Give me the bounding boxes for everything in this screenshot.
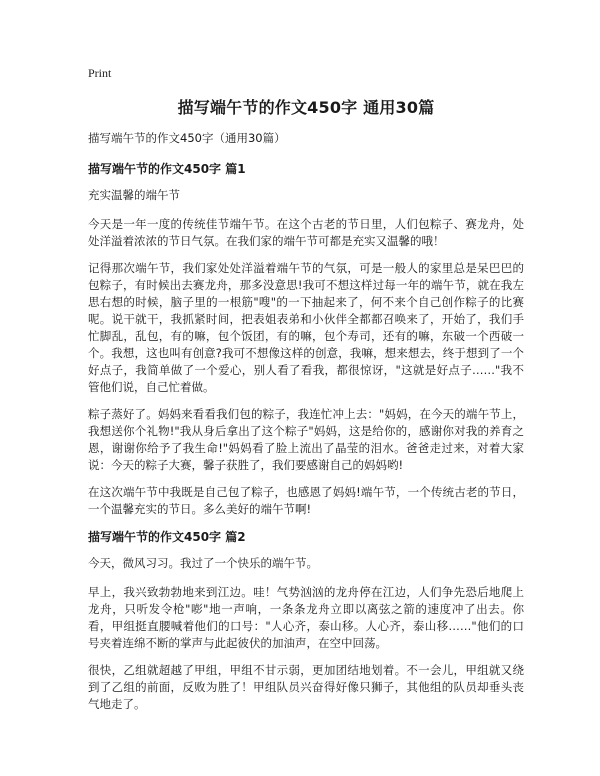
document-page [88,66,524,723]
section-heading-1: 描写端午节的作文450字 篇1 [88,162,246,176]
essay-1-paragraph: 今天是一年一度的传统佳节端午节。在这个古老的节日里，人们包粽子、赛龙舟，处处洋溢着浓浓的节日气氛。在我们家的端午节可都是充实又温馨的哦！ [88,217,524,248]
essay-1-paragraph: 在这次端午节中我既是自己包了粽子，也感恩了妈妈!端午节，一个传统古老的节日，一个温馨充实的节日。多么美好的端午节啊! [88,485,524,516]
essay-2-paragraph: 今天，微风习习。我过了一个快乐的端午节。 [88,556,318,570]
document-title: 描写端午节的作文450字 通用30篇 [177,98,435,117]
essay-1-paragraph: 粽子蒸好了。妈妈来看看我们包的粽子，我连忙冲上去："妈妈，在今天的端午节上，我想送你个礼物!"我从身后拿出了这个粽子"妈妈，这是给你的，感谢你对我的养育之恩，谢谢你给予了我生命!"妈妈看了脸上流出了晶莹的泪水。爸爸走过来，对着大家说：今天的粽子大赛，馨子获胜了，我们要感谢自己的妈妈哟! [88,407,524,472]
essay-2-paragraph: 早上，我兴致勃勃地来到江边。哇！气势汹汹的龙舟停在江边，人们争先恐后地爬上龙舟，只听发令枪"嘭"地一声响，一条条龙舟立即以离弦之箭的速度冲了出去。你看，甲组挺直腰喊着他们的口号："人心齐，泰山移。人心齐，泰山移……"他们的口号夹着连绵不断的掌声与此起彼伏的加油声，在空中回荡。 [88,585,524,650]
essay-1-title: 充实温馨的端午节 [88,188,180,202]
essay-2-paragraph: 很快，乙组就超越了甲组，甲组不甘示弱，更加团结地划着。不一会儿，甲组就又绕到了乙组的前面，反败为胜了！甲组队员兴奋得好像只狮子，其他组的队员却垂头丧气地走了。 [88,663,524,711]
print-label: Print [88,66,112,80]
section-heading-2: 描写端午节的作文450字 篇2 [88,530,246,544]
document-subtitle: 描写端午节的作文450字（通用30篇） [88,131,286,145]
essay-1-paragraph: 记得那次端午节，我们家处处洋溢着端午节的气氛，可是一般人的家里总是呆巴巴的包粽子，有时候出去赛龙舟，那多没意思!我可不想这样过每一年的端午节，就在我左思右想的时候，脑子里的一根筋"嗖"的一下抽起来了，何不来个自己创作粽子的比赛呢。说干就干，我抓紧时间，把表姐表弟和小伙伴全都都召唤来了，开始了，我们手忙脚乱，乱包，有的嘛，包个饭团，有的嘛，包个寿司，还有的嘛，东破一个西破一个。我想，这也叫有创意?我可不想像这样的创意，我嘛，想来想去，终于想到了一个好点子，我简单做了一个爱心，别人看了看我，都很惊讶，"这就是好点子……"我不管他们说，自己忙着做。 [88,261,524,394]
